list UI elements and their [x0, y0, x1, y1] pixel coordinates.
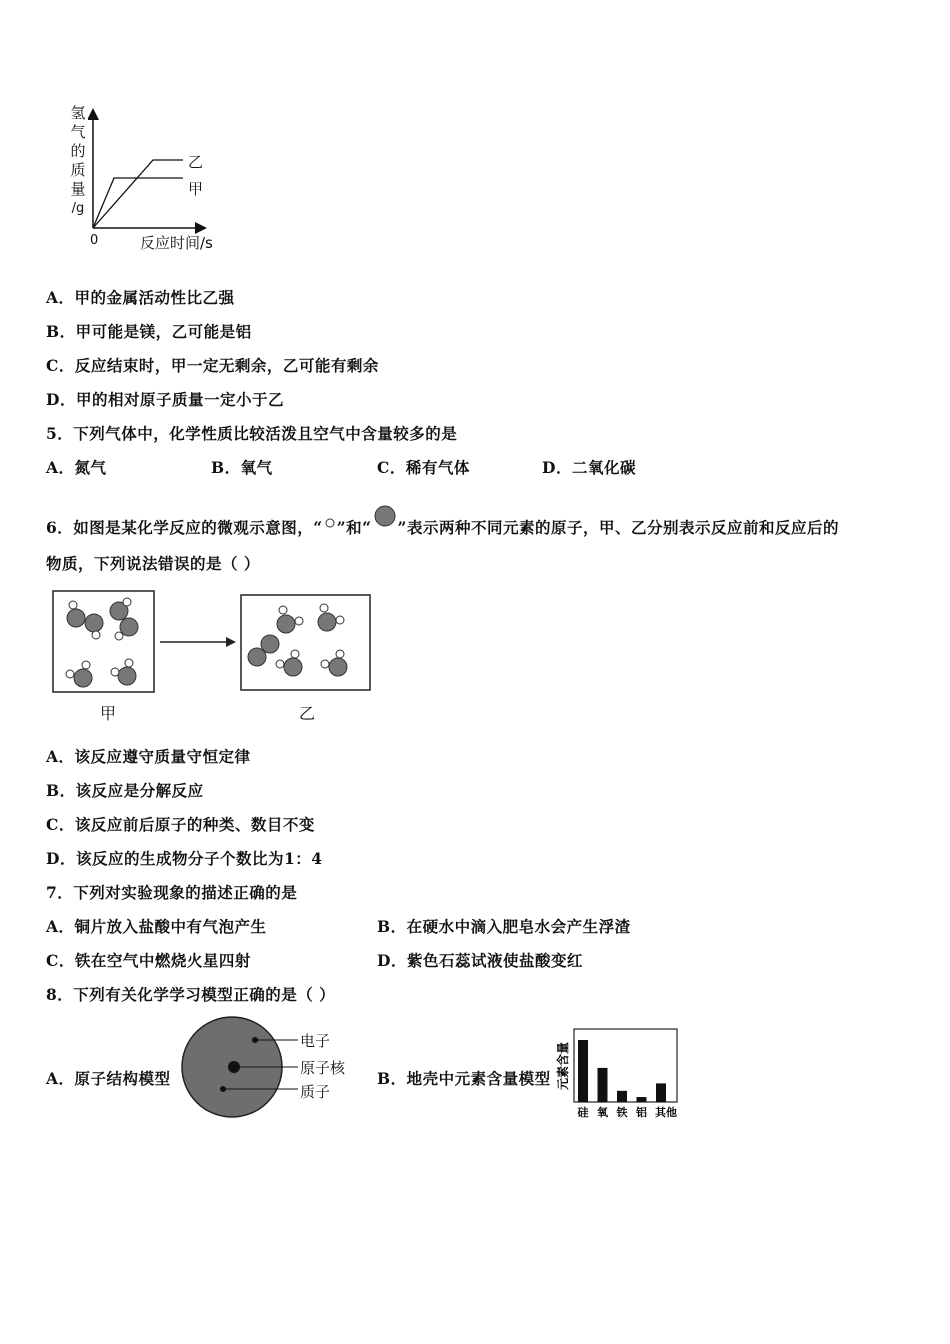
reactant-box [52, 590, 156, 694]
electron-label: 电子 [300, 1032, 331, 1050]
q5-option-d[interactable]: D．二氧化碳 [542, 458, 636, 477]
tick-label-0: 硅 [577, 1106, 589, 1119]
q4-option-b[interactable]: B．甲可能是镁，乙可能是铝 [46, 322, 252, 341]
series-yi-line [93, 160, 183, 228]
x-axis-label: 反应时间/s [140, 234, 213, 252]
tick-label-2: 铁 [616, 1106, 628, 1119]
bar-3 [637, 1097, 647, 1102]
q7-option-b[interactable]: B．在硬水中滴入肥皂水会产生浮渣 [377, 917, 631, 936]
q4-option-c[interactable]: C．反应结束时，甲一定无剩余，乙可能有剩余 [46, 356, 379, 375]
q8-option-b[interactable]: B．地壳中元素含量模型 [377, 1069, 551, 1088]
product-label: 乙 [299, 704, 316, 723]
q6-stem-line2: 物质，下列说法错误的是（ ） [46, 554, 260, 573]
q7-option-d[interactable]: D．紫色石蕊试液使盐酸变红 [377, 951, 583, 970]
q6-option-c[interactable]: C．该反应前后原子的种类、数目不变 [46, 815, 315, 834]
q7-stem: 7．下列对实验现象的描述正确的是 [46, 883, 298, 902]
series-jia-label: 甲 [188, 180, 204, 198]
atom-model-diagram [180, 1016, 300, 1120]
q5-stem: 5．下列气体中，化学性质比较活泼且空气中含量较多的是 [46, 424, 458, 443]
hydrogen-graph-axes [88, 108, 208, 238]
y-axis-label: 氢 气 的 质 量 /g [70, 104, 86, 216]
q6-option-a[interactable]: A．该反应遵守质量守恒定律 [46, 747, 251, 766]
tick-label-4: 其他 [655, 1106, 677, 1119]
tick-label-1: 氧 [597, 1106, 608, 1119]
q7-option-c[interactable]: C．铁在空气中燃烧火星四射 [46, 951, 251, 970]
product-box [240, 594, 372, 692]
bar-1 [598, 1068, 608, 1102]
small-atom-icon [323, 517, 337, 529]
q8-stem: 8．下列有关化学学习模型正确的是（ ） [46, 985, 336, 1004]
crust-element-chart [556, 1026, 682, 1120]
reaction-arrow [158, 632, 238, 652]
q6-option-d[interactable]: D．该反应的生成物分子个数比为1：4 [46, 849, 323, 868]
bar-0 [578, 1040, 588, 1102]
nucleus-label: 原子核 [300, 1059, 346, 1077]
q5-option-b[interactable]: B．氧气 [211, 458, 273, 477]
chart-ylabel: 元素含量 [556, 1041, 570, 1091]
q6-stem-line1: 6．如图是某化学反应的微观示意图，“ ”和“ ”表示两种不同元素的原子，甲、乙分别表示反应前和反应后的 [46, 503, 839, 538]
q4-option-a[interactable]: A．甲的金属活动性比乙强 [46, 288, 235, 307]
series-jia-line [93, 178, 183, 228]
bar-2 [617, 1091, 627, 1102]
reactant-label: 甲 [100, 704, 117, 723]
tick-label-3: 铝 [636, 1106, 647, 1119]
bar-4 [656, 1083, 666, 1102]
proton-label: 质子 [300, 1083, 331, 1101]
q8-option-a[interactable]: A．原子结构模型 [46, 1069, 171, 1088]
q4-option-d[interactable]: D．甲的相对原子质量一定小于乙 [46, 390, 284, 409]
origin-label: 0 [90, 233, 99, 248]
q7-option-a[interactable]: A．铜片放入盐酸中有气泡产生 [46, 917, 267, 936]
series-yi-label: 乙 [188, 153, 204, 171]
q6-option-b[interactable]: B．该反应是分解反应 [46, 781, 204, 800]
q5-option-c[interactable]: C．稀有气体 [377, 458, 470, 477]
q5-option-a[interactable]: A．氮气 [46, 458, 107, 477]
large-atom-icon [372, 503, 398, 529]
